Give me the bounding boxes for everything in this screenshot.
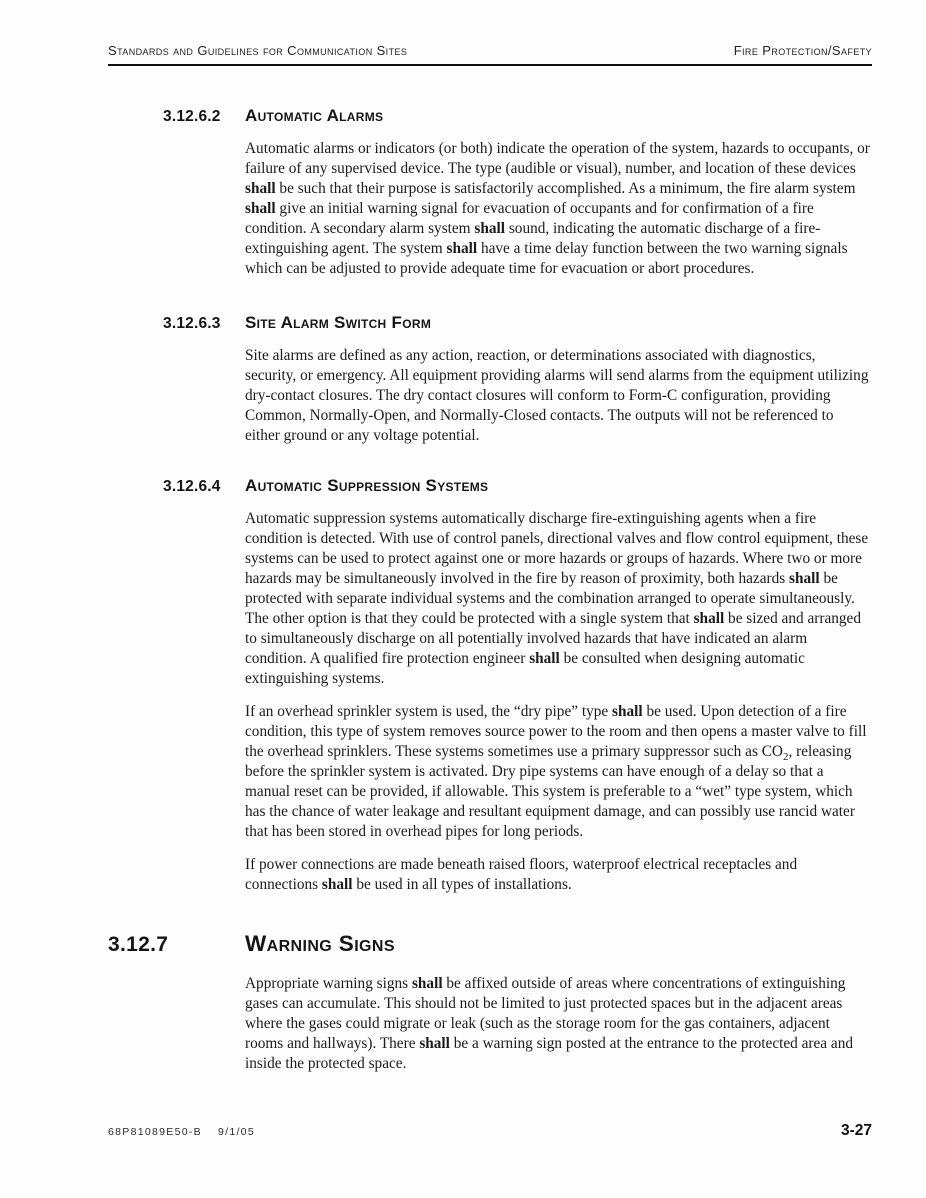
section-heading-automatic-suppression-systems xyxy=(108,476,872,496)
section-number: 3.12.6.3 xyxy=(163,315,221,332)
section-number: 3.12.7 xyxy=(108,933,169,956)
paragraph: Appropriate warning signs shall be affixed outside of areas where concentrations of extinguishing gases can accumulate. This should not be limited to just protected spaces but in the adjacent areas where the gases could migrate or leak (such as the storage room for the gas containers, adjacent rooms and hallways). There shall be a warning sign posted at the entrance to the protected area and inside the protected space. xyxy=(245,975,853,1072)
section-heading-site-alarm-switch-form xyxy=(108,313,872,333)
paragraph: If power connections are made beneath raised floors, waterproof electrical receptacles and connections shall be used in all types of installations. xyxy=(245,856,798,893)
section-title: Automatic Alarms xyxy=(245,106,384,125)
section-body-warning-signs xyxy=(245,974,870,1074)
paragraph: Automatic alarms or indicators (or both) indicate the operation of the system, hazards to occupants, or failure of any supervised device. The type (audible or visual), number, and location of these devices shall be such that their purpose is satisfactorily accomplished. As a minimum, the fire alarm system shall give an initial warning signal for evacuation of occupants and for confirmation of a fire condition. A secondary alarm system shall sound, indicating the automatic discharge of a fire-extinguishing agent. The system shall have a time delay function between the two warning signals which can be adjusted to provide adequate time for evacuation or abort procedures. xyxy=(245,140,870,277)
header-right-title: Fire Protection/Safety xyxy=(733,43,872,58)
footer-doc-number: 68P81089E50-B xyxy=(108,1126,202,1138)
section-body-automatic-suppression-systems xyxy=(245,509,870,895)
section-title: Warning Signs xyxy=(245,931,395,956)
footer-doc-info xyxy=(108,1126,255,1138)
section-body-site-alarm-switch-form xyxy=(245,346,870,446)
page-header xyxy=(108,43,872,58)
paragraph: Automatic suppression systems automatically discharge fire-extinguishing agents when a fire condition is detected. With use of control panels, directional valves and flow control equipment, these systems can be used to protect against one or more hazards or groups of hazards. Where two or more hazards may be simultaneously involved in the fire by reason of proximity, both hazards shall be protected with separate individual systems and the combination arranged to operate simultaneously. The other option is that they could be protected with a single system that shall be sized and arranged to simultaneously discharge on all potentially involved hazards that have indicated an alarm condition. A qualified fire protection engineer shall be consulted when designing automatic extinguishing systems. xyxy=(245,510,869,687)
section-title: Automatic Suppression Systems xyxy=(245,476,489,495)
footer-page-number: 3-27 xyxy=(840,1122,872,1139)
header-left-title: Standards and Guidelines for Communication Sites xyxy=(108,43,408,58)
section-heading-automatic-alarms xyxy=(108,106,872,126)
paragraph: Site alarms are defined as any action, reaction, or determinations associated with diagnostics, security, or emergency. All equipment providing alarms will send alarms from the equipment utilizing dry-contact closures. The dry contact closures will conform to Form-C configuration, providing Common, Normally-Open, and Normally-Closed contacts. The outputs will not be referenced to either ground or any voltage potential. xyxy=(245,347,869,444)
footer-date: 9/1/05 xyxy=(217,1126,255,1138)
section-title: Site Alarm Switch Form xyxy=(245,313,432,332)
section-heading-warning-signs xyxy=(108,931,872,957)
section-number: 3.12.6.2 xyxy=(163,108,221,125)
header-rule xyxy=(108,64,872,66)
paragraph: If an overhead sprinkler system is used, the “dry pipe” type shall be used. Upon detection of a fire condition, this type of system removes source power to the room and then opens a master valve to fill the overhead sprinklers. These systems sometimes use a primary suppressor such as $CO_2$, releasing before the sprinkler system is activated. Dry pipe systems can have enough of a delay so that a manual reset can be provided, if allowable. This system is preferable to a “wet” type system, which has the chance of water leakage and resultant equipment damage, and can possibly use rancid water that has been stored in overhead pipes for long periods. xyxy=(245,703,867,840)
section-number: 3.12.6.4 xyxy=(163,478,221,495)
page-footer xyxy=(108,1122,872,1140)
section-body-automatic-alarms xyxy=(245,139,870,279)
